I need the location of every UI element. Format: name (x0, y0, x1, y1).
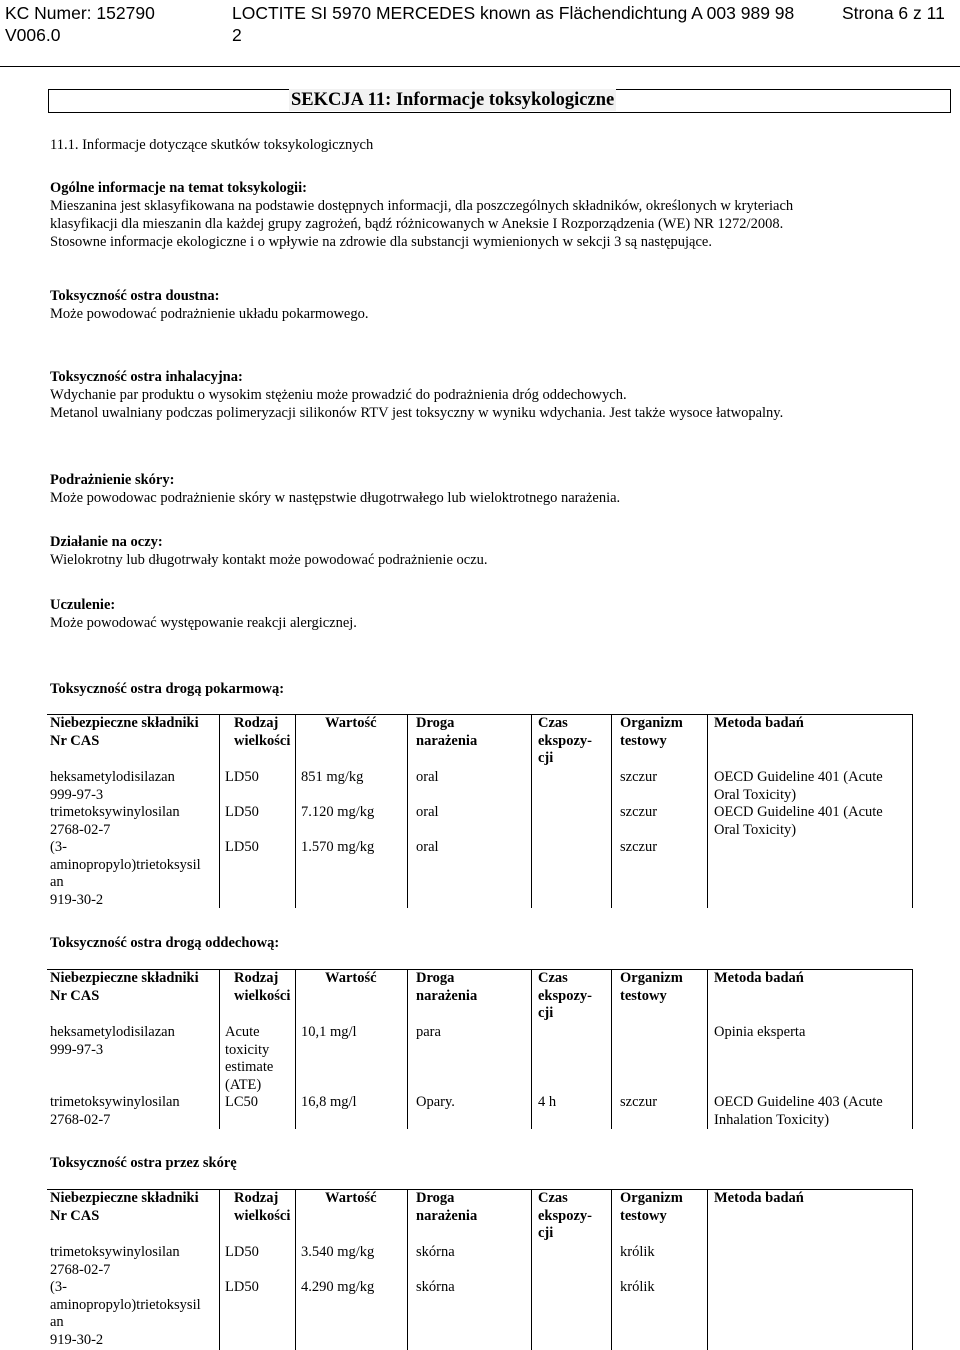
value-type-line: Acute (225, 1024, 260, 1040)
header-exposure-time (538, 970, 592, 1023)
cas-number: 2768-02-7 (50, 1111, 111, 1128)
exposure-route: oral (416, 769, 439, 785)
header-route (416, 715, 477, 750)
column-divider (531, 1189, 532, 1350)
method-line: Oral Toxicity) (714, 786, 797, 803)
value-type: LC50 (225, 1094, 259, 1110)
substance-name: (3- (50, 1279, 67, 1295)
document-version: V006.0 (5, 25, 61, 45)
header-organism-line: Organizm (620, 1190, 683, 1206)
header-route-line: narażenia (416, 987, 478, 1004)
column-divider (295, 1189, 296, 1350)
page-number: Strona 6 z 11 (842, 3, 945, 23)
column-divider (219, 714, 220, 908)
column-divider (295, 969, 296, 1129)
header-cas-label: Nr CAS (50, 1207, 100, 1224)
column-divider (707, 969, 708, 1129)
header-type-line: Rodzaj (234, 970, 279, 986)
exposure-time: 4 h (538, 1094, 557, 1110)
header-time-line: Czas (538, 1190, 568, 1206)
header-type (234, 715, 290, 750)
header-type-line: Rodzaj (234, 715, 279, 731)
header-type-line: Rodzaj (234, 1190, 279, 1206)
value-type: LD50 (225, 1279, 259, 1295)
value: 7.120 mg/kg (301, 804, 375, 820)
value: 4.290 mg/kg (301, 1279, 375, 1295)
substance-name: an (50, 874, 64, 890)
header-time-line: ekspozy- (538, 987, 592, 1004)
column-divider (407, 1189, 408, 1350)
value-type (225, 1024, 273, 1094)
header-type-line: wielkości (234, 732, 291, 749)
header-type (234, 970, 290, 1005)
column-divider (407, 969, 408, 1129)
header-value: Wartość (325, 970, 377, 986)
value: 10,1 mg/l (301, 1024, 357, 1040)
general-line-2: klasyfikacji dla mieszanin dla każdej grupy zagrożeń, bądź różnicowanych w Aneksie I Rozporządzenia (WE) NR 1272/2008. (50, 216, 784, 232)
column-divider (611, 1189, 612, 1350)
skin-irritation-text: Może powodowac podrażnienie skóry w następstwie długotrwałego lub wieloktrotnego narażenia. (50, 490, 621, 506)
header-route-line: Droga (416, 715, 455, 731)
inhal-table-heading: Toksyczność ostra drogą oddechową: (50, 935, 280, 951)
header-method: Metoda badań (714, 970, 804, 986)
substance-entry (50, 1094, 180, 1129)
substance-entry (50, 1024, 175, 1059)
header-type-line: wielkości (234, 987, 291, 1004)
header-substance (50, 715, 199, 750)
header-cas-label: Nr CAS (50, 732, 100, 749)
general-line-1: Mieszanina jest sklasyfikowana na podstawie dostępnych informacji, dla poszczególnych składników, określonych w kryteriach (50, 198, 794, 214)
substance-name: (3- (50, 839, 67, 855)
exposure-route: oral (416, 839, 439, 855)
product-name-continued: 2 (232, 25, 242, 45)
header-organism-line: testowy (620, 732, 667, 749)
value: 3.540 mg/kg (301, 1244, 375, 1260)
header-substance-label: Niebezpieczne składniki (50, 1190, 199, 1206)
header-method: Metoda badań (714, 1190, 804, 1206)
document-number: KC Numer: 152790 (5, 3, 155, 23)
value: 16,8 mg/l (301, 1094, 357, 1110)
header-organism-line: Organizm (620, 715, 683, 731)
general-heading: Ogólne informacje na temat toksykologii: (50, 180, 307, 196)
column-divider (707, 714, 708, 908)
header-time-line: Czas (538, 970, 568, 986)
test-organism: szczur (620, 1094, 658, 1110)
header-time-line: cji (538, 1225, 554, 1241)
skin-table-heading: Toksyczność ostra przez skórę (50, 1155, 237, 1171)
test-method (714, 1094, 906, 1129)
substance-name: aminopropylo)trietoksysil (50, 1296, 201, 1313)
header-divider (0, 66, 960, 67)
header-route-line: Droga (416, 1190, 455, 1206)
header-route-line: narażenia (416, 732, 478, 749)
method-line: Inhalation Toxicity) (714, 1111, 830, 1128)
value: 851 mg/kg (301, 769, 364, 785)
exposure-route: oral (416, 804, 439, 820)
oral-table-heading: Toksyczność ostra drogą pokarmową: (50, 681, 285, 697)
header-organism-line: Organizm (620, 970, 683, 986)
column-divider (611, 714, 612, 908)
header-route-line: narażenia (416, 1207, 478, 1224)
header-middle (232, 2, 794, 46)
oral-toxicity-table (47, 714, 913, 908)
value-type-line: estimate (225, 1059, 274, 1075)
exposure-route: Opary. (416, 1094, 455, 1110)
header-time-line: ekspozy- (538, 1207, 592, 1224)
column-divider (531, 969, 532, 1129)
product-name: LOCTITE SI 5970 MERCEDES known as Flächendichtung A 003 989 98 (232, 3, 795, 23)
eye-heading: Działanie na oczy: (50, 534, 163, 550)
substance-name: aminopropylo)trietoksysil (50, 856, 201, 873)
header-organism (620, 715, 683, 750)
test-organism: szczur (620, 804, 658, 820)
header-substance (50, 1190, 199, 1225)
test-organism: szczur (620, 839, 658, 855)
method-line: Oral Toxicity) (714, 821, 797, 838)
header-exposure-time (538, 1190, 592, 1243)
column-divider (912, 714, 913, 908)
header-type (234, 1190, 290, 1225)
header-left (5, 2, 155, 46)
substance-name: trimetoksywinylosilan (50, 1094, 180, 1110)
inhal-acute-heading: Toksyczność ostra inhalacyjna: (50, 369, 243, 385)
section-title: SEKCJA 11: Informacje toksykologiczne (291, 90, 615, 110)
column-divider (912, 969, 913, 1129)
cas-number: 919-30-2 (50, 1331, 104, 1348)
exposure-route: skórna (416, 1244, 455, 1260)
header-organism (620, 970, 683, 1005)
header-value: Wartość (325, 1190, 377, 1206)
header-exposure-time (538, 715, 592, 768)
column-divider (707, 1189, 708, 1350)
header-route (416, 970, 477, 1005)
test-organism: królik (620, 1244, 655, 1260)
cas-number: 999-97-3 (50, 1041, 104, 1058)
value-type-line: (ATE) (225, 1076, 262, 1093)
skin-irritation-heading: Podrażnienie skóry: (50, 472, 175, 488)
page-header (0, 0, 960, 68)
value-type: LD50 (225, 804, 259, 820)
subsection-title: 11.1. Informacje dotyczące skutków toksykologicznych (50, 137, 374, 153)
column-divider (531, 714, 532, 908)
section-banner (48, 89, 951, 113)
method-line: OECD Guideline 403 (Acute (714, 1094, 883, 1110)
header-time-line: ekspozy- (538, 732, 592, 749)
header-route (416, 1190, 477, 1225)
substance-list (50, 1244, 201, 1349)
column-divider (912, 1189, 913, 1350)
inhal-acute-line-1: Wdychanie par produktu o wysokim stężeniu może prowadzić do podrażnienia dróg oddechowych. (50, 387, 627, 403)
header-route-line: Droga (416, 970, 455, 986)
exposure-route: skórna (416, 1279, 455, 1295)
cas-number: 919-30-2 (50, 891, 104, 908)
column-divider (407, 714, 408, 908)
eye-text: Wielokrotny lub długotrwały kontakt może powodować podrażnienie oczu. (50, 552, 488, 568)
header-value: Wartość (325, 715, 377, 731)
header-cas-label: Nr CAS (50, 987, 100, 1004)
header-substance (50, 970, 199, 1005)
cas-number: 2768-02-7 (50, 1261, 111, 1278)
test-method (714, 769, 906, 839)
cas-number: 999-97-3 (50, 786, 104, 803)
value-type: LD50 (225, 769, 259, 785)
exposure-route: para (416, 1024, 441, 1040)
method-line: OECD Guideline 401 (Acute (714, 804, 883, 820)
test-organism: szczur (620, 769, 658, 785)
substance-name: an (50, 1314, 64, 1330)
sensitisation-heading: Uczulenie: (50, 597, 116, 613)
header-organism-line: testowy (620, 1207, 667, 1224)
general-line-3: Stosowne informacje ekologiczne i o wpływie na zdrowie dla substancji wymienionych w sekcji 3 są następujące. (50, 234, 712, 250)
test-method: Opinia eksperta (714, 1024, 806, 1040)
test-organism: królik (620, 1279, 655, 1295)
header-substance-label: Niebezpieczne składniki (50, 715, 199, 731)
oral-acute-text: Może powodować podrażnienie układu pokarmowego. (50, 306, 369, 322)
column-divider (611, 969, 612, 1129)
oral-acute-heading: Toksyczność ostra doustna: (50, 288, 220, 304)
inhalation-toxicity-table (47, 969, 913, 1129)
header-organism (620, 1190, 683, 1225)
substance-name: trimetoksywinylosilan (50, 804, 180, 820)
column-divider (219, 969, 220, 1129)
cas-number: 2768-02-7 (50, 821, 111, 838)
substance-name: trimetoksywinylosilan (50, 1244, 180, 1260)
column-divider (295, 714, 296, 908)
method-line: OECD Guideline 401 (Acute (714, 769, 883, 785)
value: 1.570 mg/kg (301, 839, 375, 855)
dermal-toxicity-table (47, 1189, 913, 1350)
inhal-acute-line-2: Metanol uwalniany podczas polimeryzacji silikonów RTV jest toksyczny w wyniku wdychania. Jest także wysoce łatwopalny. (50, 405, 784, 421)
value-type-line: toxicity (225, 1041, 270, 1058)
header-substance-label: Niebezpieczne składniki (50, 970, 199, 986)
column-divider (219, 1189, 220, 1350)
header-organism-line: testowy (620, 987, 667, 1004)
header-time-line: cji (538, 750, 554, 766)
substance-list (50, 769, 201, 909)
header-type-line: wielkości (234, 1207, 291, 1224)
value-type: LD50 (225, 839, 259, 855)
sensitisation-text: Może powodować występowanie reakcji alergicznej. (50, 615, 357, 631)
header-time-line: Czas (538, 715, 568, 731)
substance-name: heksametylodisilazan (50, 769, 175, 785)
header-time-line: cji (538, 1005, 554, 1021)
value-type: LD50 (225, 1244, 259, 1260)
header-method: Metoda badań (714, 715, 804, 731)
substance-name: heksametylodisilazan (50, 1024, 175, 1040)
